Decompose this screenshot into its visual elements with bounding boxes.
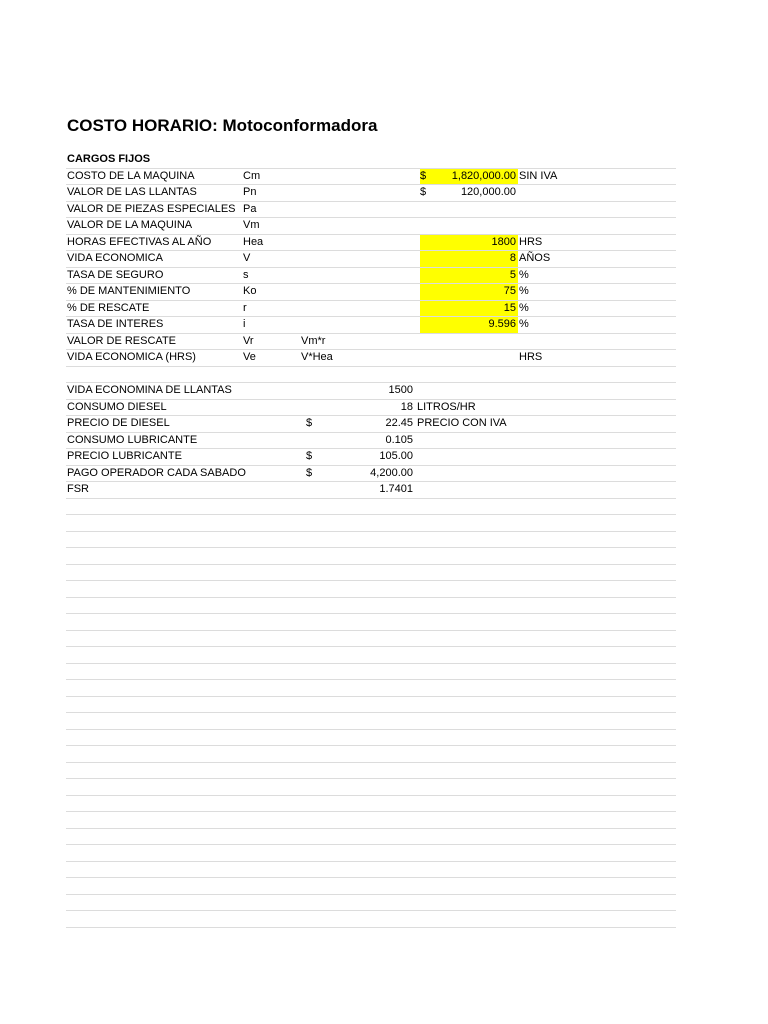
empty-row[interactable] xyxy=(66,697,676,714)
row-unit[interactable]: PRECIO CON IVA xyxy=(417,417,507,429)
row-value[interactable]: 105.00 xyxy=(379,450,413,462)
empty-row[interactable] xyxy=(66,845,676,862)
table-row xyxy=(66,301,676,318)
row-value[interactable] xyxy=(420,350,518,366)
empty-rows xyxy=(66,499,676,928)
section-header: CARGOS FIJOS xyxy=(67,153,151,165)
table-row xyxy=(66,169,676,186)
row-label[interactable]: VIDA ECONOMICA (HRS) xyxy=(67,351,196,363)
empty-row[interactable] xyxy=(66,647,676,664)
table-row xyxy=(66,350,676,367)
page-title: COSTO HORARIO: Motoconformadora xyxy=(67,116,378,135)
row-label[interactable]: TASA DE INTERES xyxy=(67,318,164,330)
table-row xyxy=(66,185,676,202)
row-label[interactable]: VALOR DE LAS LLANTAS xyxy=(67,186,197,198)
table-row xyxy=(66,400,676,417)
empty-row[interactable] xyxy=(66,812,676,829)
row-label[interactable]: PAGO OPERADOR CADA SABADO xyxy=(67,466,246,479)
row-label[interactable]: VALOR DE PIEZAS ESPECIALES xyxy=(67,202,236,215)
row-label[interactable]: TASA DE SEGURO xyxy=(67,268,164,281)
empty-row[interactable] xyxy=(66,878,676,895)
table-row xyxy=(66,317,676,334)
empty-row[interactable] xyxy=(66,746,676,763)
currency-symbol[interactable]: $ xyxy=(420,186,427,198)
row-value[interactable] xyxy=(420,202,518,218)
row-unit[interactable]: SIN IVA xyxy=(519,169,558,182)
empty-row[interactable] xyxy=(66,581,676,598)
table-row xyxy=(66,268,676,285)
row-unit[interactable]: % xyxy=(519,318,529,330)
table-row xyxy=(66,433,676,450)
empty-row[interactable] xyxy=(66,763,676,780)
row-unit[interactable]: HRS xyxy=(519,351,543,363)
empty-row[interactable] xyxy=(66,862,676,879)
row-unit[interactable]: HRS xyxy=(519,235,543,248)
empty-row[interactable] xyxy=(66,680,676,697)
row-value[interactable] xyxy=(420,218,518,234)
row-unit[interactable]: LITROS/HR xyxy=(417,400,476,413)
row-label[interactable]: FSR xyxy=(67,483,89,495)
row-symbol[interactable]: Ko xyxy=(243,285,257,297)
empty-row[interactable] xyxy=(66,499,676,516)
empty-row[interactable] xyxy=(66,614,676,631)
row-value[interactable]: 15 xyxy=(420,301,518,317)
row-symbol[interactable]: Vr xyxy=(243,334,254,347)
empty-row[interactable] xyxy=(66,631,676,648)
row-value[interactable]: 1500 xyxy=(388,384,413,396)
row-symbol[interactable]: V xyxy=(243,252,251,264)
currency-symbol[interactable]: $ xyxy=(306,466,313,479)
empty-row[interactable] xyxy=(66,713,676,730)
row-value[interactable]: 1800 xyxy=(420,235,518,251)
row-label[interactable]: VIDA ECONOMICA xyxy=(67,252,163,264)
empty-row[interactable] xyxy=(66,532,676,549)
empty-row[interactable] xyxy=(66,730,676,747)
row-label[interactable]: VALOR DE RESCATE xyxy=(67,334,177,347)
row-symbol[interactable]: r xyxy=(243,301,247,314)
row-unit[interactable]: % xyxy=(519,268,529,281)
row-unit[interactable]: AÑOS xyxy=(519,252,551,264)
row-value[interactable] xyxy=(420,334,518,350)
table-row xyxy=(66,202,676,219)
empty-row[interactable] xyxy=(66,895,676,912)
row-label[interactable]: CONSUMO DIESEL xyxy=(67,400,167,413)
spreadsheet xyxy=(66,152,676,928)
row-label[interactable]: VIDA ECONOMINA DE LLANTAS xyxy=(67,384,232,396)
empty-row[interactable] xyxy=(66,911,676,928)
row-value[interactable]: 9.596 xyxy=(420,317,518,333)
row-symbol[interactable]: s xyxy=(243,268,249,281)
row-unit[interactable]: % xyxy=(519,301,529,314)
empty-row[interactable] xyxy=(66,548,676,565)
row-symbol[interactable]: Cm xyxy=(243,169,261,182)
row-unit[interactable]: % xyxy=(519,285,529,297)
row-symbol[interactable]: i xyxy=(243,318,246,330)
currency-symbol[interactable]: $ xyxy=(420,169,427,182)
row-value[interactable]: 4,200.00 xyxy=(370,466,413,479)
table-row xyxy=(66,416,676,433)
empty-row[interactable] xyxy=(66,779,676,796)
table-row xyxy=(66,251,676,268)
table-row xyxy=(66,284,676,301)
currency-symbol[interactable]: $ xyxy=(306,450,313,462)
empty-row[interactable] xyxy=(66,829,676,846)
empty-row[interactable] xyxy=(66,515,676,532)
row-label[interactable]: PRECIO DE DIESEL xyxy=(67,417,170,429)
row-label[interactable]: HORAS EFECTIVAS AL AÑO xyxy=(67,235,212,248)
row-label[interactable]: COSTO DE LA MAQUINA xyxy=(67,169,195,182)
row-value[interactable]: 75 xyxy=(420,284,518,300)
row-symbol[interactable]: Ve xyxy=(243,351,256,363)
row-value[interactable]: 120,000.00 xyxy=(460,186,516,198)
empty-row[interactable] xyxy=(66,664,676,681)
row-symbol[interactable]: Hea xyxy=(243,235,264,248)
empty-row[interactable] xyxy=(66,796,676,813)
table-row xyxy=(66,482,676,499)
table-row xyxy=(66,218,676,235)
empty-row[interactable] xyxy=(66,598,676,615)
row-formula[interactable]: V*Hea xyxy=(301,351,333,363)
row-value[interactable]: 1.7401 xyxy=(379,483,413,495)
row-value[interactable]: 22.45 xyxy=(385,417,413,429)
row-label[interactable]: % DE MANTENIMIENTO xyxy=(67,285,191,297)
row-value[interactable]: 18 xyxy=(400,400,413,413)
row-value[interactable]: 5 xyxy=(420,268,518,284)
consumos-rows xyxy=(66,383,676,499)
row-label[interactable]: CONSUMO LUBRICANTE xyxy=(67,433,198,446)
row-label[interactable]: PRECIO LUBRICANTE xyxy=(67,450,182,462)
spacer-row xyxy=(66,367,676,384)
row-label[interactable]: VALOR DE LA MAQUINA xyxy=(67,219,193,231)
currency-symbol[interactable]: $ xyxy=(306,417,313,429)
row-symbol[interactable]: Pa xyxy=(243,202,257,215)
section-header-row xyxy=(66,152,676,169)
row-symbol[interactable]: Vm xyxy=(243,219,260,231)
table-row xyxy=(66,449,676,466)
empty-row[interactable] xyxy=(66,565,676,582)
row-label[interactable]: % DE RESCATE xyxy=(67,301,150,314)
row-value[interactable]: 1,820,000.00 xyxy=(420,169,518,185)
cargos-fijos-rows xyxy=(66,169,676,367)
row-value[interactable]: 0.105 xyxy=(385,433,413,446)
row-value[interactable]: 8 xyxy=(420,251,518,267)
row-formula[interactable]: Vm*r xyxy=(301,334,326,347)
table-row xyxy=(66,235,676,252)
table-row xyxy=(66,334,676,351)
table-row xyxy=(66,383,676,400)
row-symbol[interactable]: Pn xyxy=(243,186,257,198)
table-row xyxy=(66,466,676,483)
